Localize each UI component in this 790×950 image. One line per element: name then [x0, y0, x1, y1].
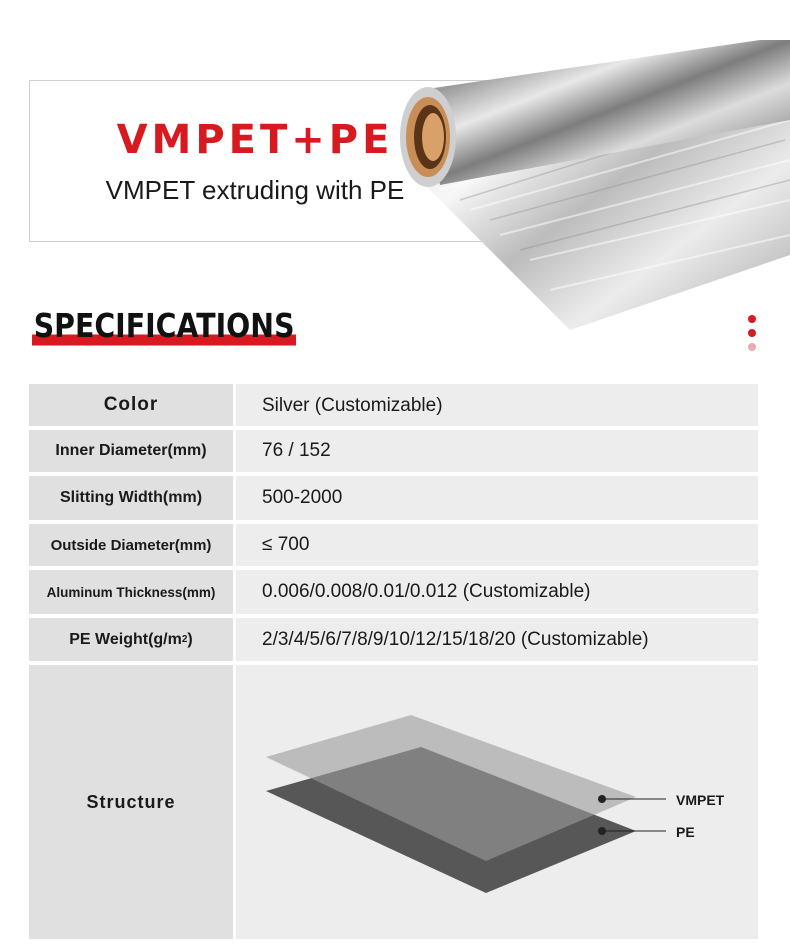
row-value: 2/3/4/5/6/7/8/9/10/12/15/18/20 (Customizable) [236, 618, 758, 661]
row-value: Silver (Customizable) [236, 384, 758, 426]
foil-roll-image [380, 40, 790, 340]
nav-dot[interactable] [748, 329, 756, 337]
product-subtitle: VMPET extruding with PE [105, 175, 405, 205]
structure-label: Structure [29, 665, 233, 939]
row-value: 0.006/0.008/0.01/0.012 (Customizable) [236, 570, 758, 614]
row-label: Inner Diameter(mm) [29, 430, 233, 472]
structure-diagram-cell [236, 665, 758, 939]
nav-dot[interactable] [748, 315, 756, 323]
table-row [29, 618, 758, 661]
table-row [29, 430, 758, 472]
table-row [29, 524, 758, 566]
pe-weight-label: PE Weight(g/m [69, 630, 182, 648]
page-dot-nav[interactable] [748, 315, 758, 357]
pe-marker-dot [598, 827, 606, 835]
row-label: Color [29, 384, 233, 426]
row-label: Aluminum Thickness(mm) [29, 570, 233, 614]
layer-structure-diagram [236, 665, 758, 939]
row-value: 500-2000 [236, 476, 758, 520]
vmpet-marker-dot [598, 795, 606, 803]
nav-dot[interactable] [748, 343, 756, 351]
table-row [29, 570, 758, 614]
table-row [29, 384, 758, 426]
product-title: VMPET+PE [116, 117, 394, 163]
structure-row [29, 665, 758, 939]
pe-layer-label: PE [676, 824, 695, 840]
specifications-table [29, 384, 758, 943]
vmpet-layer-label: VMPET [676, 792, 725, 808]
row-label [29, 618, 233, 661]
pe-weight-label-end: ) [187, 630, 193, 648]
table-row [29, 476, 758, 520]
row-value: ≤ 700 [236, 524, 758, 566]
row-label: Slitting Width(mm) [29, 476, 233, 520]
row-label: Outside Diameter(mm) [29, 524, 233, 566]
row-value: 76 / 152 [236, 430, 758, 472]
specifications-heading: SPECIFICATIONS [32, 306, 296, 352]
pe-weight-label-sup: 2 [181, 634, 188, 645]
